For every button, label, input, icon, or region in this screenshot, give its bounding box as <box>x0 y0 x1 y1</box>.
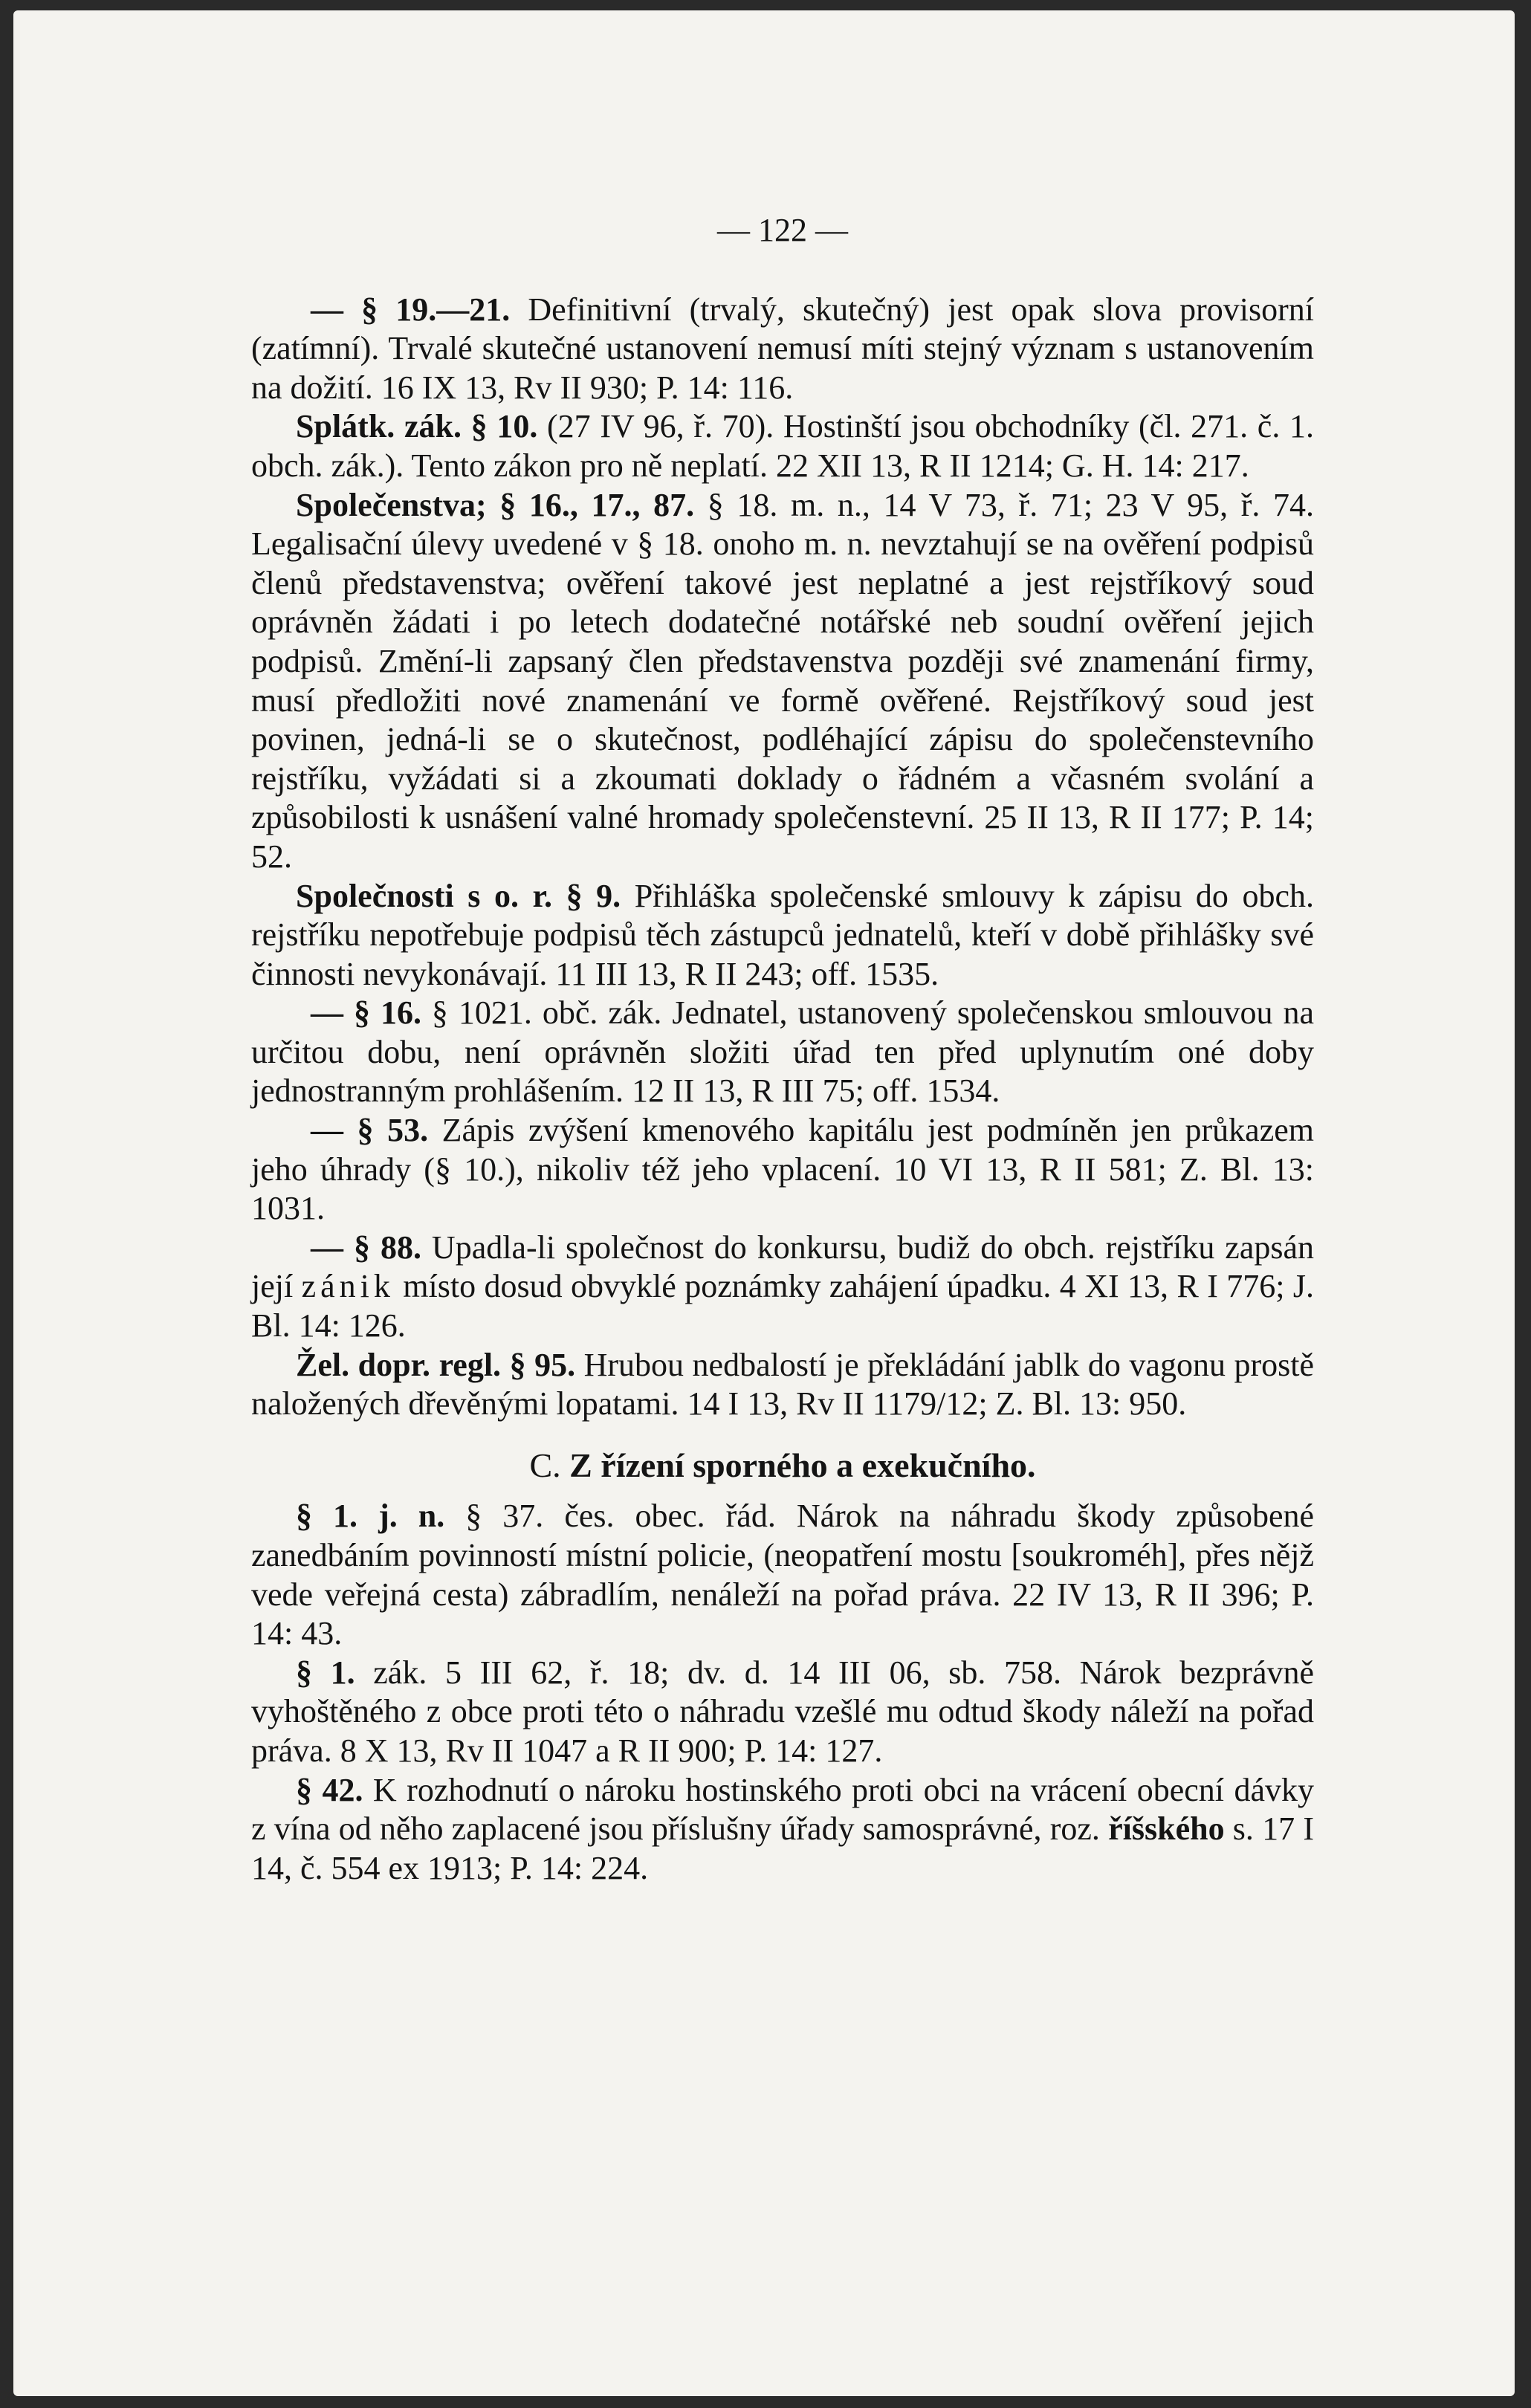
entry-text: § 1021. obč. zák. Jednatel, ustanovený společenskou smlouvou na určitou dobu, není oprávněn složiti úřad ten před uplynutím oné doby jednostranným prohlášením. 12 II 13, R III 75; off. 1534. <box>251 994 1314 1110</box>
entry-text: Zápis zvýšení kmenového kapitálu jest podmíněn jen průkazem jeho úhrady (§ 10.), nikoliv též jeho vplacení. 10 VI 13, R II 581; Z. Bl. 13: 1031. <box>251 1112 1314 1227</box>
entry-lead: Žel. dopr. regl. § 95. <box>296 1346 576 1383</box>
bold-word: říšského <box>1108 1810 1225 1848</box>
entry-zak-1862 <box>251 1654 1314 1771</box>
entry-jn <box>251 1497 1314 1653</box>
entry-text: místo dosud obvyklé poznámky zahájení úpadku. 4 XI 13, R I 776; J. Bl. 14: 126. <box>251 1268 1315 1344</box>
entry-par16 <box>251 994 1314 1111</box>
entry-par42 <box>251 1771 1314 1888</box>
entry-lead: — § 53. <box>311 1112 429 1149</box>
entry-text: (27 IV 96, ř. 70). Hostinští jsou obchodníky (čl. 271. č. 1. obch. zák.). Tento zákon pro ně neplatí. 22 XII 13, R II 1214; G. H. 14: 217. <box>251 408 1314 484</box>
entry-lead: § 1. j. n. <box>296 1498 445 1535</box>
entry-lead: § 42. <box>296 1771 363 1808</box>
entry-definitivni <box>251 291 1314 408</box>
section-title: Z řízení sporného a exekučního. <box>569 1446 1036 1484</box>
entry-text: § 37. čes. obec. řád. Nárok na náhradu škody způsobené zanedbáním povinností místní policie, (neopatření mostu [soukroméh], přes nějž vede veřejná cesta) zábradlím, nenáleží na pořad práva. 22 IV 13, R II 396; P. 14: 43. <box>251 1498 1315 1652</box>
entry-par53 <box>251 1111 1314 1229</box>
page-number: — 122 — <box>717 212 848 248</box>
entry-spolecenstva <box>251 486 1314 877</box>
entry-zel-dopr <box>251 1346 1314 1424</box>
book-page <box>13 10 1515 2396</box>
entry-text: Přihláška společenské smlouvy k zápisu do obch. rejstříku nepotřebuje podpisů těch zástupců jednatelů, kteří v době přihlášky své činnosti nevykonávají. 11 III 13, R II 243; off. 1535. <box>251 877 1314 992</box>
entry-lead: — § 19.—21. <box>311 291 511 328</box>
entry-lead: Společenstva; § 16., 17., 87. <box>296 486 695 523</box>
entry-par88 <box>251 1229 1314 1346</box>
entry-lead: — § 16. <box>311 994 421 1032</box>
entry-text: Definitivní (trvalý, skutečný) jest opak slova provisorní (zatímní). Trvalé skutečné ustanovení nemusí míti stejný význam s ustanovením na dožití. 16 IX 13, Rv II 930; P. 14: 116. <box>251 291 1314 406</box>
entry-text: s. 17 I 14, č. 554 ex 1913; P. 14: 224. <box>251 1810 1315 1886</box>
entry-spolecnosti <box>251 877 1314 994</box>
page-text <box>251 211 1314 1888</box>
entry-lead: Splátk. zák. § 10. <box>296 408 538 445</box>
entry-text: K rozhodnutí o nároku hostinského proti obci na vrácení obecní dávky z vína od něho zaplacené jsou příslušny úřady samosprávné, roz. <box>251 1771 1314 1848</box>
entry-text: Upadla-li společnost do konkursu, budiž do obch. rejstříku zapsán její <box>251 1229 1314 1305</box>
entry-lead: Společnosti s o. r. § 9. <box>296 877 621 914</box>
entry-lead: — § 88. <box>311 1229 421 1266</box>
entry-splatk <box>251 407 1314 485</box>
spaced-word: zánik <box>301 1268 395 1305</box>
section-heading <box>251 1446 1314 1486</box>
entry-text: Hrubou nedbalostí je překládání jablk do vagonu prostě naložených dřevěnými lopatami. 14 I 13, Rv II 1179/12; Z. Bl. 13: 950. <box>251 1346 1314 1423</box>
entry-text: zák. 5 III 62, ř. 18; dv. d. 14 III 06, sb. 758. Nárok bezprávně vyhoštěného z obce proti této o náhradu vzešlé mu odtud škody náleží na pořad práva. 8 X 13, Rv II 1047 a R II 900; P. 14: 127. <box>251 1654 1315 1769</box>
section-letter: C. <box>529 1446 561 1484</box>
entry-lead: § 1. <box>296 1654 355 1691</box>
entry-text: § 18. m. n., 14 V 73, ř. 71; 23 V 95, ř. 74. Legalisační úlevy uvedené v § 18. onoho m. n. nevztahují se na ověření podpisů členů představenstva; ověření takové jest neplatné a jest rejstříkový soud oprávněn žádati i po letech dodatečné notářské neb soudní ověření jejich podpisů. Změní-li zapsaný člen představenstva později své znamenání firmy, musí předložiti nové znamenání ve formě ověřené. Rejstříkový soud jest povinen, jedná-li se o skutečnost, podléhající zápisu do společenstevního rejstříku, vyžádati si a zkoumati doklady o řádném a včasném svolání a způsobilosti k usnášení valné hromady společenstevní. 25 II 13, R II 177; P. 14; 52. <box>251 486 1315 875</box>
